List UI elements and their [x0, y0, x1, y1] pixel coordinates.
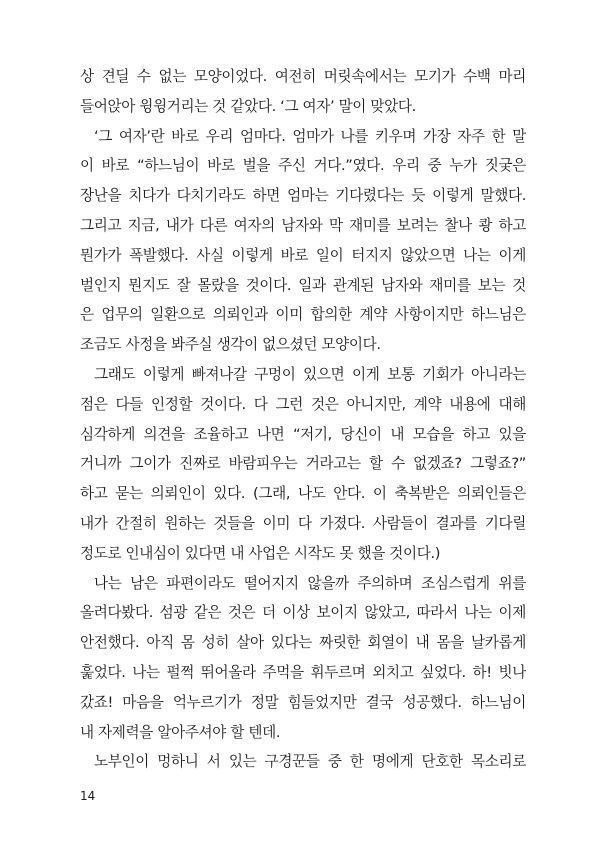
text-line: 조금도 사정을 봐주실 생각이 없으셨던 모양이다.	[80, 336, 381, 354]
text-line: 벌인지 뭔지도 잘 몰랐을 것이다. 일과 관계된 남자와 재미를 보는 것	[80, 276, 526, 294]
text-line: 들어앉아 윙윙거리는 것 같았다. ‘그 여자’ 말이 맞았다.	[80, 97, 416, 115]
text-line: 뭔가가 폭발했다. 사실 이렇게 바로 일이 터지지 않았으면 나는 이게	[80, 246, 526, 264]
text-line: 장난을 치다가 다치기라도 하면 엄마는 기다렸다는 듯 이렇게 말했다.	[80, 187, 526, 205]
text-line: 거니까 그이가 진짜로 바람피우는 거라고는 할 수 없겠죠? 그렇죠?”	[80, 455, 526, 473]
text-line-paragraph-start: 노부인이 멍하니 서 있는 구경꾼들 중 한 명에게 단호한 목소리로	[94, 753, 526, 771]
text-line: 이 바로 “하느님이 바로 벌을 주신 거다.”였다. 우리 중 누가 짓궂은	[80, 157, 526, 175]
text-line: 하고 묻는 의뢰인이 있다. (그래, 나도 안다. 이 축복받은 의뢰인들은	[80, 485, 526, 503]
text-line: 그리고 지금, 내가 다른 여자의 남자와 막 재미를 보려는 찰나 쾅 하고	[80, 216, 526, 234]
text-line-paragraph-start: ‘그 여자’란 바로 우리 엄마다. 엄마가 나를 키우며 가장 자주 한 말	[94, 127, 526, 145]
text-line: 정도로 인내심이 있다면 내 사업은 시작도 못 했을 것이다.)	[80, 544, 441, 562]
text-line: 갔죠! 마음을 억누르기가 정말 힘들었지만 결국 성공했다. 하느님이	[80, 693, 526, 711]
text-line: 내가 간절히 원하는 것들을 이미 다 가졌다. 사람들이 결과를 기다릴	[80, 514, 526, 532]
text-line: 점은 다들 인정할 것이다. 다 그런 것은 아니지만, 계약 내용에 대해	[80, 395, 526, 413]
text-line-paragraph-start: 그래도 이렇게 빠져나갈 구멍이 있으면 이게 보통 기회가 아니라는	[94, 365, 526, 383]
text-line: 훑었다. 나는 펄쩍 뛰어올라 주먹을 휘두르며 외치고 싶었다. 하! 빗나	[80, 663, 526, 681]
text-line-paragraph-start: 나는 남은 파편이라도 떨어지지 않을까 주의하며 조심스럽게 위를	[94, 574, 526, 592]
text-line: 심각하게 의견을 조율하고 나면 “저기, 당신이 내 모습을 하고 있을	[80, 425, 526, 443]
text-line: 은 업무의 일환으로 의뢰인과 이미 합의한 계약 사항이지만 하느님은	[80, 306, 526, 324]
text-line: 상 견딜 수 없는 모양이었다. 여전히 머릿속에서는 모기가 수백 마리	[80, 68, 526, 85]
text-line: 안전했다. 아직 몸 성히 살아 있다는 짜릿한 회열이 내 몸을 날카롭게	[80, 634, 526, 652]
page-number: 14	[80, 789, 96, 803]
text-line: 내 자제력을 알아주셔야 할 텐데.	[80, 723, 281, 741]
text-line: 올려다봤다. 섬광 같은 것은 더 이상 보이지 않았고, 따라서 나는 이제	[80, 604, 526, 622]
body-text	[80, 62, 526, 777]
